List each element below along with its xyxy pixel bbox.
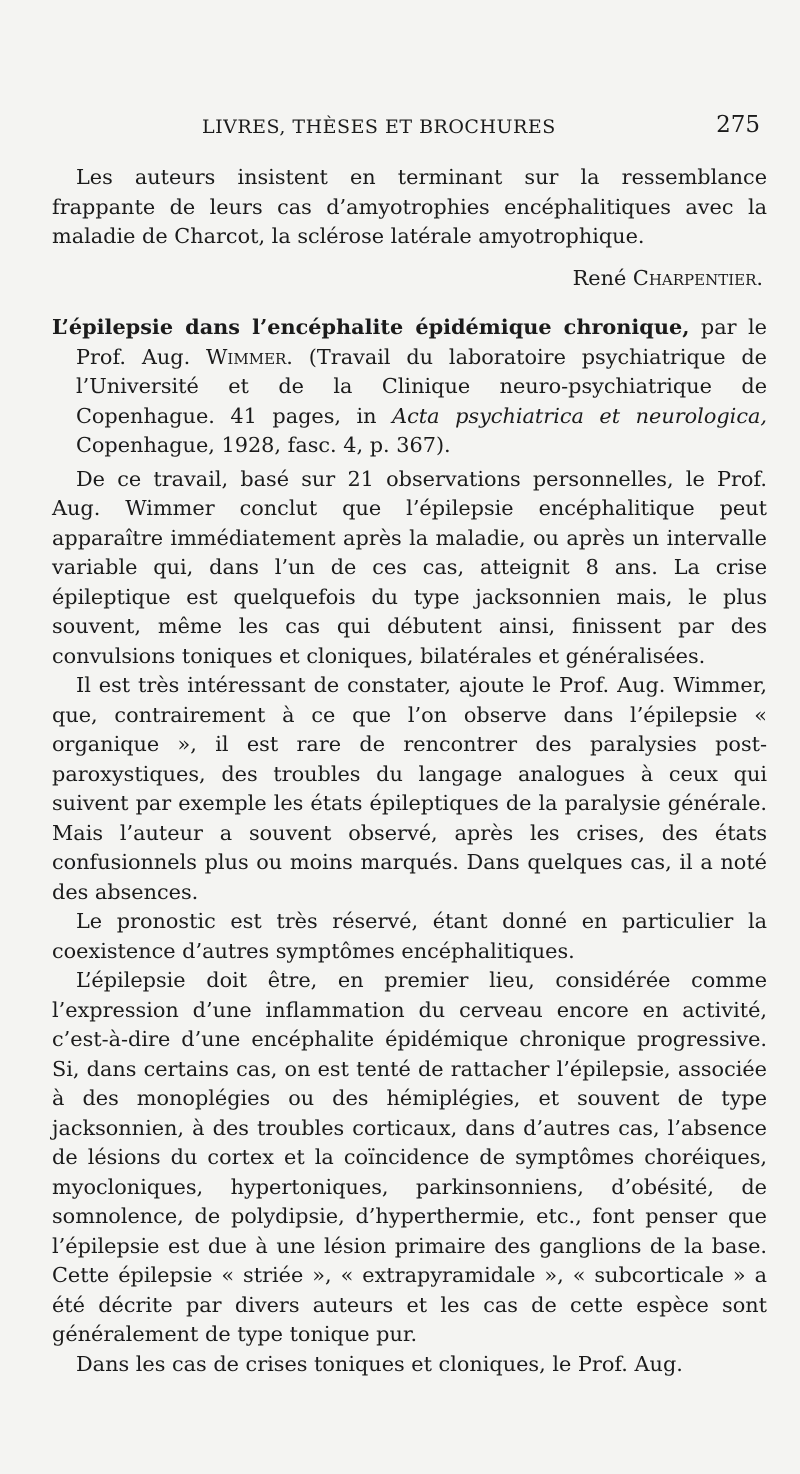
entry-journal: Acta psychiatrica et neurologica, [392,403,767,428]
paragraph: De ce travail, basé sur 21 observations personnelles, le Prof. Aug. Wimmer conclut que l’épilepsie encéphalitique peut apparaître immédiatement après la maladie, ou après un intervalle variable qui, dans l’un de ces cas, atteignit 8 ans. La crise épileptique est quelquefois du type jacksonnien mais, le plus souvent, même les cas qui débutent ainsi, finissent par des convulsions toniques et cloniques, bilatérales et généralisées. [52,466,767,668]
reviewer-first-name: René [572,265,627,290]
bibliographic-entry [52,312,767,461]
paragraph: Il est très intéressant de constater, ajoute le Prof. Aug. Wimmer, que, contrairement à ce que l’on observe dans l’épilepsie « organique », il est rare de rencontrer des paralysies post-paroxystiques, des troubles du langage analogues à ceux qui suivent par exemple les états épileptiques de la paralysie générale. Mais l’auteur a souvent observé, après les crises, des états confusionnels plus ou moins marqués. Dans quelques cas, il a noté des absences. [52,673,767,904]
body-text [52,163,767,1379]
page-number: 275 [716,112,760,138]
page-header [52,112,760,146]
entry-author: Wimmer. [206,344,293,369]
reviewer-signature [52,264,767,294]
paragraph: L’épilepsie doit être, en premier lieu, considérée comme l’expression d’une inflammation du cerveau encore en activité, c’est-à-dire d’une encéphalite épidémique chronique progressive. Si, dans certains cas, on est tenté de rattacher l’épilepsie, associée à des monoplégies ou des hémiplégies, et souvent de type jacksonnien, à des troubles corticaux, dans d’autres cas, l’absence de lésions du cortex et la coïncidence de symptômes choréiques, myocloniques, hypertoniques, parkinsonniens, d’obésité, de somnolence, de polydipsie, d’hyperthermie, etc., font penser que l’épilepsie est due à une lésion primaire des ganglions de la base. Cette épilepsie « striée », « extrapyramidale », « subcorticale » a été décrite par divers auteurs et les cas de cette espèce sont généralement de type tonique pur. [52,968,767,1346]
paragraph: Dans les cas de crises toniques et cloniques, le Prof. Aug. [76,1351,683,1376]
entry-by: par le Prof. Aug. [76,315,767,369]
review-closing-paragraph: Les auteurs insistent en terminant sur la ressemblance frappante de leurs cas d’amyotrophies encéphalitiques avec la maladie de Charcot, la sclérose latérale amyotrophique. [52,165,767,248]
paragraph: Le pronostic est très réservé, étant donné en particulier la coexistence d’autres symptômes encéphalitiques. [52,909,767,963]
running-head: LIVRES, THÈSES ET BROCHURES [202,116,556,138]
entry-tail: Copenhague, 1928, fasc. 4, p. 367). [76,433,451,457]
entry-title: L’épilepsie dans l’encéphalite épidémique chronique, [52,314,690,339]
entry-details: (Travail du laboratoire psychiatrique de l’Université et de la Clinique neuro-psychiatrique de Copenhague. 41 pages, in [76,344,767,428]
reviewer-last-name: Charpentier. [632,265,763,290]
